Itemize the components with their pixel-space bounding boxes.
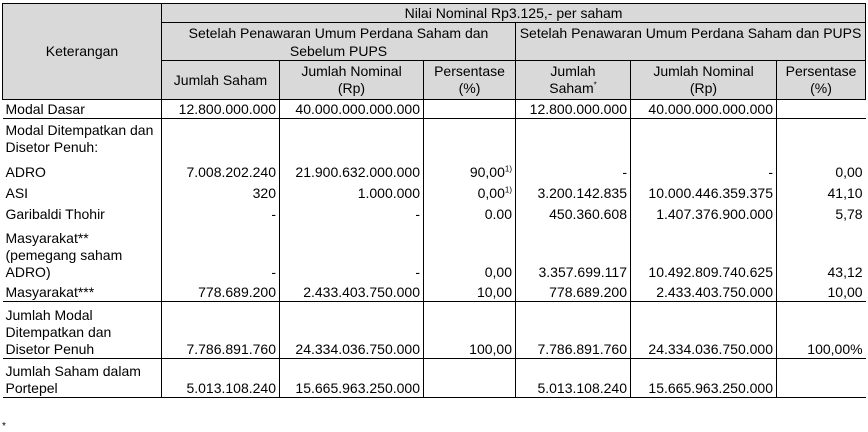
row-label: Masyarakat** (pemegang saham ADRO) (5, 229, 123, 280)
row-masyarakat: Masyarakat*** 778.689.200 2.433.403.750.000 10,00 778.689.200 2.433.403.750.000 10,00 (3, 281, 866, 302)
header-group-before: Setelah Penawaran Umum Perdana Saham dan Sebelum PUPS (162, 23, 516, 61)
header-persentase-before: Persentase (%) (424, 61, 516, 100)
row-adro: ADRO 7.008.202.240 21.900.632.000.000 90,00$^{1)}$ - - 0,00 (3, 159, 866, 181)
header-persentase-after: Persentase (%) (777, 61, 866, 100)
row-label: Jumlah Modal Ditempatkan dan Disetor Penuh (5, 307, 112, 357)
row-label: ADRO (5, 163, 46, 180)
header-row-nominal (3, 4, 866, 23)
header-jumlah-saham-after: Jumlah Saham* (516, 61, 631, 100)
row-jumlah-saham-portepel: Jumlah Saham dalam Portepel 5.013.108.240 15.665.963.250.000 5.013.108.240 15.665.963.250.000 (3, 359, 866, 398)
footnote-mark: * (2, 421, 6, 432)
row-asi: ASI 320 1.000.000 0,00$^{1)}$ 3.200.142.835 10.000.446.359.375 41,10 (3, 181, 866, 202)
header-jumlah-saham-before: Jumlah Saham (162, 61, 280, 100)
row-modal-dasar: Modal Dasar 12.800.000.000 40.000.000.000.000 12.800.000.000 40.000.000.000.000 (3, 100, 866, 119)
capital-structure-table (2, 3, 866, 398)
header-keterangan: Keterangan (3, 4, 162, 100)
row-jumlah-modal-ditempatkan: Jumlah Modal Ditempatkan dan Disetor Penuh 7.786.891.760 24.334.036.750.000 100,00 7.786.891.760 24.334.036.750.000 100,00% (3, 302, 866, 359)
header-group-after: Setelah Penawaran Umum Perdana Saham dan PUPS (516, 23, 866, 61)
header-nominal-title: Nilai Nominal Rp3.125,- per saham (162, 4, 866, 23)
row-masyarakat-adro: Masyarakat** (pemegang saham ADRO) - - 0,00 3.357.699.117 10.492.809.740.625 43,12 (3, 223, 866, 281)
row-label: Modal Dasar (5, 101, 85, 117)
row-garibaldi-thohir: Garibaldi Thohir - - 0.00 450.360.608 1.407.376.900.000 5,78 (3, 202, 866, 223)
header-jumlah-nominal-after: Jumlah Nominal (Rp) (631, 61, 777, 100)
row-label: Modal Ditempatkan dan Disetor Penuh: (5, 121, 154, 155)
row-label: Jumlah Saham dalam Portepel (5, 363, 141, 396)
row-modal-ditempatkan-label (3, 119, 866, 159)
row-label: Garibaldi Thohir (5, 205, 105, 222)
row-label: Masyarakat*** (5, 284, 95, 300)
header-jumlah-nominal-before: Jumlah Nominal (Rp) (280, 61, 424, 100)
row-label: ASI (5, 184, 29, 201)
